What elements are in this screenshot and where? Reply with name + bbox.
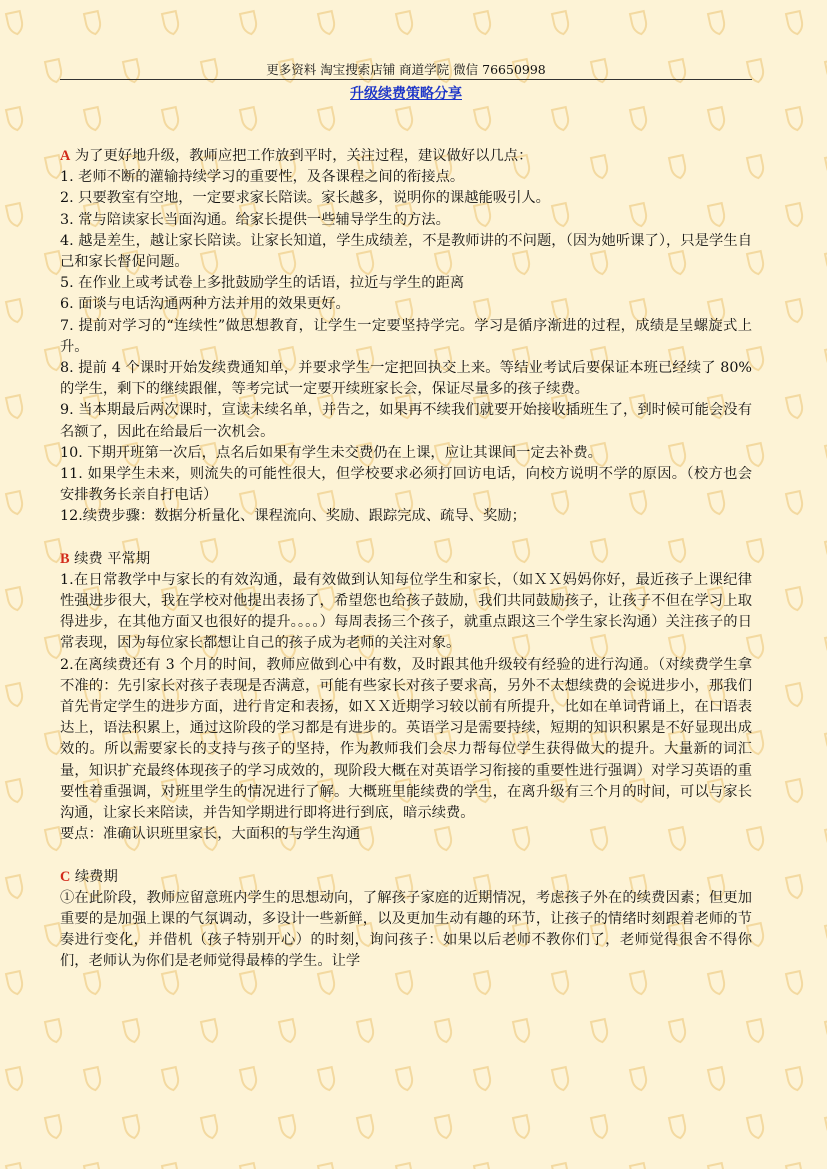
watermark-logo	[6, 491, 24, 515]
watermark-logo	[240, 107, 258, 131]
watermark-logo	[708, 1163, 726, 1169]
watermark-logo	[786, 11, 804, 35]
watermark-logo	[786, 587, 804, 611]
section-a-item: 8. 提前 4 个课时开始发续费通知单，并要求学生一定把回执交上来。等结业考试后要保证本班已经续了 80%的学生，剩下的继续跟催，等考完试一定要开续班家长会，保证尽量多的孩子续费。	[60, 360, 752, 398]
watermark-logo	[513, 1115, 531, 1139]
watermark-logo	[474, 107, 492, 131]
watermark-logo	[435, 1115, 453, 1139]
watermark-logo	[279, 1019, 297, 1043]
section-a-heading: A 为了更好地升级，教师应把工作放到平时，关注过程，建议做好以几点：	[60, 148, 533, 164]
watermark-logo	[6, 875, 24, 899]
watermark-logo	[786, 971, 804, 995]
watermark-logo	[240, 1163, 258, 1169]
watermark-logo	[747, 1019, 765, 1043]
watermark-logo	[786, 1067, 804, 1091]
section-b-item: 要点：准确认识班里家长，大面积的与学生沟通	[60, 826, 361, 843]
watermark-logo	[6, 1163, 24, 1169]
watermark-logo	[786, 491, 804, 515]
watermark-logo	[123, 1019, 141, 1043]
watermark-logo	[162, 971, 180, 995]
watermark-logo	[162, 1067, 180, 1091]
watermark-logo	[474, 11, 492, 35]
watermark-logo	[786, 683, 804, 707]
watermark-logo	[279, 1115, 297, 1139]
watermark-logo	[396, 971, 414, 995]
watermark-logo	[318, 971, 336, 995]
watermark-logo	[591, 1019, 609, 1043]
watermark-logo	[786, 299, 804, 323]
section-b-letter: B	[60, 550, 70, 567]
watermark-logo	[786, 875, 804, 899]
watermark-logo	[240, 11, 258, 35]
section-a-item: 5. 在作业上或考试卷上多批鼓励学生的话语，拉近与学生的距离	[60, 275, 465, 292]
watermark-logo	[474, 1163, 492, 1169]
section-b-heading: B 续费 平常期	[60, 550, 151, 567]
watermark-logo	[708, 971, 726, 995]
watermark-logo	[201, 1019, 219, 1043]
watermark-logo	[708, 107, 726, 131]
watermark-logo	[786, 107, 804, 131]
section-a-item: 11. 如果学生未来，则流失的可能性很大，但学校要求必须打回访电话，向校方说明不学的原因。（校方也会安排教务长亲自打电话）	[60, 466, 752, 504]
watermark-logo	[6, 971, 24, 995]
page-title: 升级续费策略分享	[350, 86, 462, 102]
watermark-logo	[162, 11, 180, 35]
watermark-logo	[552, 1163, 570, 1169]
watermark-logo	[45, 1019, 63, 1043]
watermark-logo	[552, 971, 570, 995]
document-body	[60, 146, 752, 973]
section-a-item: 7. 提前对学习的“连续性”做思想教育，让学生一定要坚持学完。学习是循序渐进的过程，成绩是呈螺旋式上升。	[60, 317, 752, 355]
watermark-logo	[84, 971, 102, 995]
watermark-logo	[630, 971, 648, 995]
watermark-logo	[201, 1115, 219, 1139]
watermark-logo	[6, 299, 24, 323]
watermark-logo	[240, 1067, 258, 1091]
section-spacer	[60, 846, 752, 867]
section-b-item: 1.在日常教学中与家长的有效沟通，最有效做到认知每位学生和家长，（如ＸＸ妈妈你好，最近孩子上课纪律性强进步很大，我在学校对他提出表扬了，希望您也给孩子鼓励，我们共同鼓励孩子，让孩子不但在学习上取得进步，在其他方面又也很好的提升。。。。）每周表扬三个孩子，就重点跟这三个学生家长沟通）关注孩子的日常表现，因为每位家长都想让自己的孩子成为老师的关注对象。	[60, 571, 752, 652]
watermark-logo	[747, 1115, 765, 1139]
section-b-item: 2.在离续费还有 3 个月的时间，教师应做到心中有数，及时跟其他升级较有经验的进行沟通。（对续费学生拿不准的：先引家长对孩子表现是否满意，可能有些家长对孩子要求高，另外不太想续费的会说进步小，那我们首先肯定学生的进步方面，进行肯定和表扬，如ＸＸ近期学习较以前有所提升，比如在单词背诵上，在口语表达上，语法积累上，通过这阶段的学习都是有进步的。英语学习是需要持续，短期的知识积累是不好显现出成效的。所以需要家长的支持与孩子的坚持，作为教师我们会尽力帮每位学生获得做大的提升。大量新的词汇量，知识扩充最终体现孩子的学习成效的，现阶段大概在对英语学习衔接的重要性进行强调）对学习英语的重要性着重强调，对班里学生的情况进行了解。大概班里能续费的学生，在离升级有三个月的时间，可以与家长沟通，让家长来陪读，并告知学期进行即将进行到底，暗示续费。	[60, 656, 752, 822]
watermark-logo	[396, 1163, 414, 1169]
watermark-logo	[84, 107, 102, 131]
section-c-item: ①在此阶段，教师应留意班内学生的思想动向，了解孩子家庭的近期情况，考虑孩子外在的续费因素；但更加重要的是加强上课的气氛调动，多设计一些新鲜，以及更加生动有趣的环节，让孩子的情绪时刻跟着老师的节奏进行变化，并借机（孩子特别开心）的时刻，询问孩子：如果以后老师不教你们了，老师觉得很舍不得你们，老师认为你们是老师觉得最棒的学生。让学	[60, 889, 752, 970]
section-a-item: 12.续费步骤：数据分析量化、课程流向、奖励、跟踪完成、疏导、奖励；	[60, 508, 526, 525]
section-a-item: 6. 面谈与电话沟通两种方法并用的效果更好。	[60, 296, 350, 313]
watermark-logo	[6, 587, 24, 611]
watermark-logo	[552, 107, 570, 131]
watermark-logo	[6, 107, 24, 131]
header-text: 更多资料 淘宝搜索店铺 商道学院 微信 76650998	[266, 62, 546, 77]
section-a-item: 9. 当本期最后两次课时，宣读未续名单，并告之，如果再不续我们就要开始接收插班生了，到时候可能会没有名额了，因此在给最后一次机会。	[60, 402, 752, 440]
section-a-item: 3. 常与陪读家长当面沟通。给家长提供一些辅导学生的方法。	[60, 211, 450, 228]
watermark-logo	[84, 1163, 102, 1169]
watermark-logo	[591, 1115, 609, 1139]
watermark-logo	[630, 1163, 648, 1169]
watermark-logo	[435, 1019, 453, 1043]
watermark-logo	[474, 971, 492, 995]
watermark-logo	[318, 1163, 336, 1169]
watermark-logo	[786, 203, 804, 227]
watermark-logo	[630, 107, 648, 131]
watermark-logo	[357, 1115, 375, 1139]
watermark-logo	[708, 1067, 726, 1091]
watermark-logo	[123, 1115, 141, 1139]
watermark-logo	[6, 395, 24, 419]
watermark-logo	[6, 1067, 24, 1091]
watermark-logo	[552, 11, 570, 35]
section-a-item: 2. 只要教室有空地，一定要求家长陪读。家长越多，说明你的课越能吸引人。	[60, 190, 550, 207]
watermark-logo	[318, 1067, 336, 1091]
watermark-logo	[357, 1019, 375, 1043]
watermark-logo	[669, 1019, 687, 1043]
watermark-logo	[786, 1163, 804, 1169]
watermark-logo	[84, 11, 102, 35]
watermark-logo	[162, 1163, 180, 1169]
watermark-logo	[6, 203, 24, 227]
section-spacer	[60, 528, 752, 549]
section-a-item: 10. 下期开班第一次后，点名后如果有学生未交费仍在上课，应让其课间一定去补费。	[60, 444, 602, 461]
watermark-logo	[240, 971, 258, 995]
watermark-logo	[6, 779, 24, 803]
watermark-logo	[669, 1115, 687, 1139]
section-a-item: 4. 越是差生，越让家长陪读。让家长知道，学生成绩差，不是教师讲的不问题，（因为她听课了），只是学生自己和家长督促问题。	[60, 232, 752, 271]
watermark-logo	[318, 107, 336, 131]
watermark-logo	[630, 11, 648, 35]
watermark-logo	[786, 779, 804, 803]
watermark-logo	[513, 1019, 531, 1043]
watermark-logo	[552, 1067, 570, 1091]
watermark-logo	[396, 1067, 414, 1091]
watermark-logo	[318, 11, 336, 35]
header-divider	[60, 79, 752, 80]
watermark-logo	[786, 395, 804, 419]
section-c-letter: C	[60, 868, 71, 885]
watermark-logo	[396, 11, 414, 35]
watermark-logo	[6, 11, 24, 35]
watermark-logo	[6, 683, 24, 707]
section-a-letter: A	[60, 148, 71, 164]
watermark-logo	[396, 107, 414, 131]
watermark-logo	[474, 1067, 492, 1091]
watermark-logo	[630, 1067, 648, 1091]
watermark-logo	[162, 107, 180, 131]
watermark-logo	[84, 1067, 102, 1091]
section-c-heading: C 续费期	[60, 868, 118, 885]
watermark-logo	[45, 1115, 63, 1139]
section-a-item: 1. 老师不断的灌输持续学习的重要性，及各课程之间的衔接点。	[60, 169, 465, 186]
watermark-logo	[708, 11, 726, 35]
